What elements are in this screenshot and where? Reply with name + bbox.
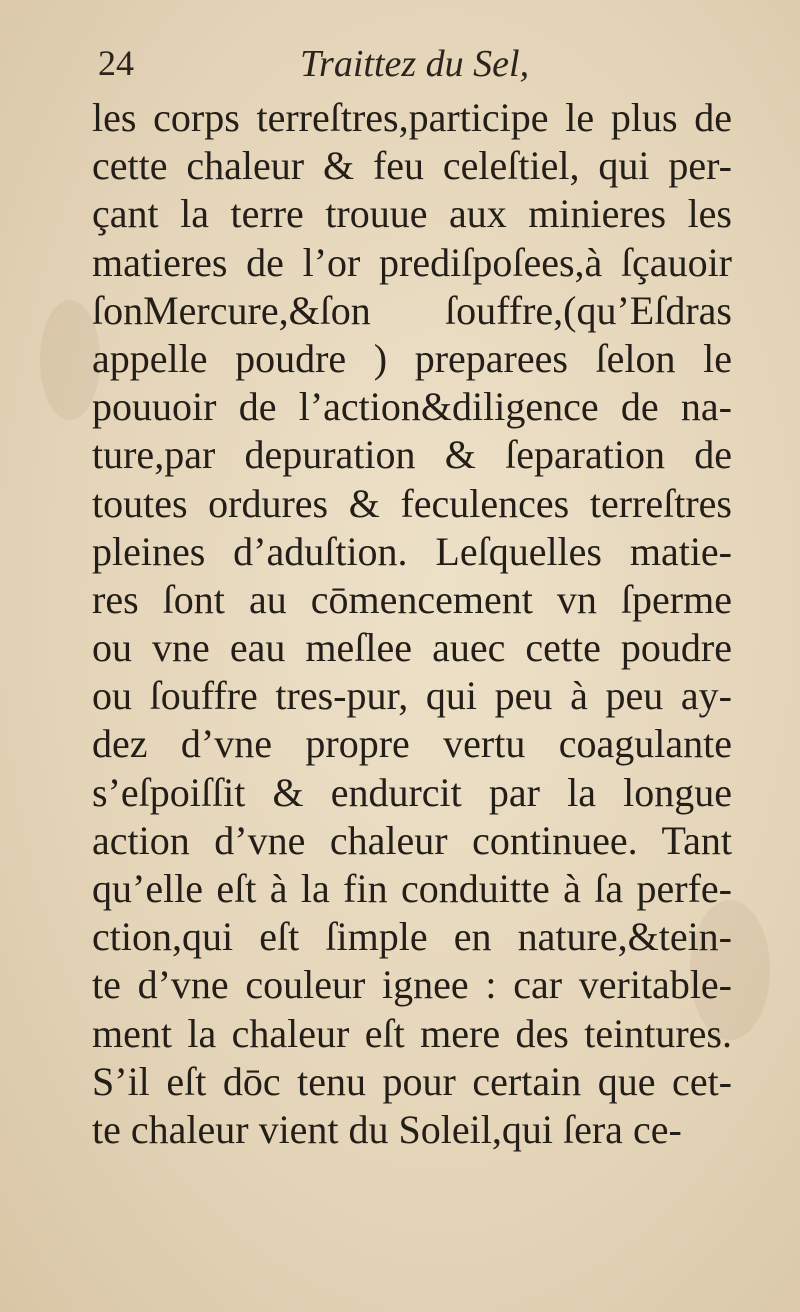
text-line: pouuoir de l’action&diligence de na- — [92, 384, 732, 430]
text-line: appelle poudre ) preparees ſelon le — [92, 335, 732, 381]
body-text — [92, 94, 732, 1154]
text-line: te chaleur vient du Soleil,qui ſera ce- — [92, 1106, 682, 1152]
paper-stain — [40, 300, 100, 420]
text-line: matieres de l’or prediſpoſees,à ſçauoir — [92, 239, 732, 285]
text-line: qu’elle eſt à la fin conduitte à ſa perfe- — [92, 866, 732, 911]
text-line: ou ſouffre tres-pur, qui peu à peu ay- — [92, 673, 732, 719]
text-line: ture,par depuration & ſeparation de — [92, 432, 732, 478]
text-line: res ſont au cōmencement vn ſperme — [92, 576, 732, 622]
text-line: çant la terre trouue aux minieres les — [92, 191, 732, 237]
text-line: s’eſpoiſſit & endurcit par la longue — [92, 769, 732, 815]
page-number: 24 — [98, 43, 134, 83]
text-line: ction,qui eſt ſimple en nature,&tein- — [92, 914, 732, 960]
text-line: dez d’vne propre vertu coagulante — [92, 721, 732, 767]
text-line: ment la chaleur eſt mere des teintures. — [92, 1010, 732, 1056]
text-line: les corps terreſtres,participe le plus de — [92, 95, 732, 140]
text-line: ſonMercure,&ſon ſouffre,(qu’Eſdras — [92, 287, 732, 333]
text-line: S’il eſt dōc tenu pour certain que cet- — [92, 1058, 732, 1104]
text-line: ou vne eau meſlee auec cette poudre — [92, 625, 732, 671]
text-line: pleines d’aduſtion. Leſquelles matie- — [92, 528, 732, 574]
page-header — [0, 42, 800, 92]
text-line: toutes ordures & feculences terreſtres — [92, 480, 732, 526]
running-title: Traittez du Sel, — [300, 43, 530, 85]
text-line: cette chaleur & feu celeſtiel, qui per- — [92, 143, 732, 189]
text-line: action d’vne chaleur continuee. Tant — [92, 817, 732, 863]
text-line: te d’vne couleur ignee : car veritable- — [92, 962, 732, 1008]
